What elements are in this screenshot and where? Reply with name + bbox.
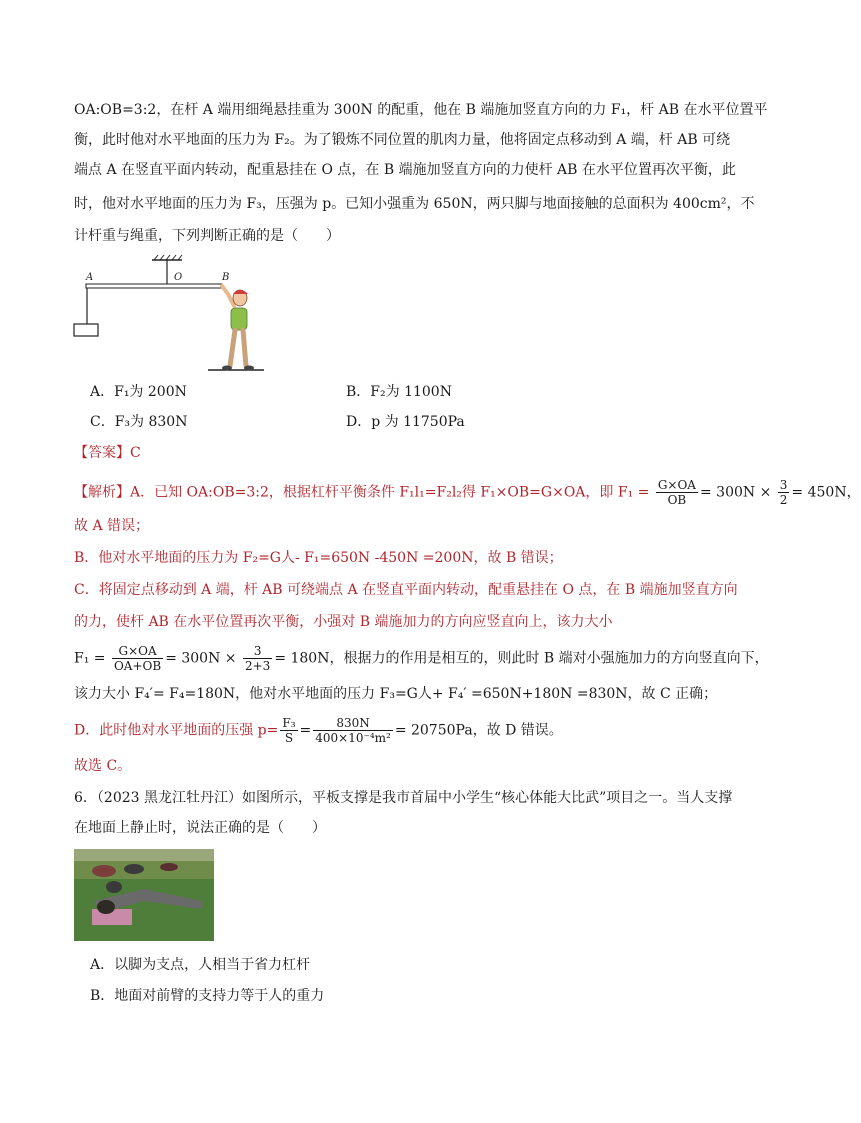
analysis-d-end: = 20750Pa，故 D 错误。 xyxy=(394,722,563,739)
fraction-pressure: $\frac{\text{F₃}}{S}$ xyxy=(282,716,296,745)
q5-stem-line-2: 衡，此时他对水平地面的压力为 F₂。为了锻炼不同位置的肌肉力量，他将固定点移动到 A 端，杆 AB 可绕 xyxy=(74,132,731,148)
q5-stem-line-1: OA:OB=3:2，在杆 A 端用细绳悬挂重为 300N 的配重，他在 B 端施加竖直方向的力 F₁，杆 AB 在水平位置平 xyxy=(74,102,768,118)
analysis-d-pre: D．此时他对水平地面的压强 p= xyxy=(74,722,279,739)
q5-option-a[interactable]: A．F₁为 200N xyxy=(90,384,187,400)
analysis-c-line-2: 的力，使杆 AB 在水平位置再次平衡，小强对 B 端施加力的方向应竖直向上，该力大小 xyxy=(74,614,613,630)
analysis-c-line-3 xyxy=(74,644,769,673)
q5-option-c[interactable]: C．F₃为 830N xyxy=(90,414,188,430)
analysis-a-end: = 450N， xyxy=(791,484,861,501)
q6-stem-line-2: 在地面上静止时，说法正确的是（ ） xyxy=(74,820,326,836)
fraction-three-fifths: $\frac{3}{2+3}$ xyxy=(244,644,271,673)
fraction-pressure-value: $\frac{830N}{\text{400×10⁻⁴m²}}$ xyxy=(315,716,391,745)
plank-photo xyxy=(74,849,214,941)
plank-photo-graphic xyxy=(74,849,214,941)
q5-stem-line-5: 计杆重与绳重，下列判断正确的是（ ） xyxy=(74,228,340,244)
fraction-f1: $\frac{G\times OA}{OB}$ xyxy=(657,478,696,507)
q5-stem-line-4: 时，他对水平地面的压力为 F₃，压强为 p。已知小强重为 650N，两只脚与地面接触的总面积为 400cm²，不 xyxy=(74,196,755,212)
analysis-a-line-2: 故 A 错误； xyxy=(74,518,150,534)
analysis-c-line-1: C．将固定点移动到 A 端，杆 AB 可绕端点 A 在竖直平面内转动，配重悬挂在 O 点，在 B 端施加竖直方向 xyxy=(74,582,738,598)
analysis-c-line-4: 该力大小 F₄′= F₄=180N，他对水平地面的压力 F₃=G人+ F₄′ =650N+180N =830N，故 C 正确； xyxy=(74,686,718,702)
analysis-a-text: A．已知 OA:OB=3:2，根据杠杆平衡条件 F₁l₁=F₂l₂得 F₁×OB=G×OA，即 F₁ = xyxy=(130,484,650,501)
lever-bar xyxy=(86,284,222,288)
analysis-c-mid: = 300N × xyxy=(165,650,237,667)
q5-option-b[interactable]: B．F₂为 1100N xyxy=(346,384,452,400)
counterweight xyxy=(74,324,98,336)
analysis-b-line: B．他对水平地面的压力为 F₂=G人- F₁=650N -450N =200N，故 B 错误； xyxy=(74,550,563,566)
analysis-tag: 【解析】 xyxy=(74,484,130,501)
analysis-a-line-1 xyxy=(74,478,861,507)
fraction-f1-new: $\frac{G\times OA}{OA+OB}$ xyxy=(113,644,162,673)
fraction-three-halves: $\frac{3}{2}$ xyxy=(779,478,788,507)
conclusion-line: 故选 C。 xyxy=(74,758,132,774)
q5-option-d[interactable]: D．p 为 11750Pa xyxy=(346,414,465,430)
answer-value: C xyxy=(130,445,141,461)
person-figure xyxy=(222,286,254,371)
q6-option-b[interactable]: B．地面对前臂的支持力等于人的重力 xyxy=(90,988,325,1004)
q5-stem-line-3: 端点 A 在竖直平面内转动，配重悬挂在 O 点，在 B 端施加竖直方向的力使杆 AB 在水平位置再次平衡，此 xyxy=(74,162,736,178)
q6-stem-line-1: 6．（2023 黑龙江牡丹江）如图所示，平板支撑是我市首届中小学生“核心体能大比武”项目之一。当人支撑 xyxy=(74,790,733,806)
analysis-d-mid: = xyxy=(299,722,312,739)
analysis-d-line xyxy=(74,716,724,745)
label-b: B xyxy=(222,272,230,283)
answer-tag: 【答案】 xyxy=(74,445,130,461)
lever-figure xyxy=(70,254,270,374)
analysis-c-end: = 180N，根据力的作用是相互的，则此时 B 端对小强施加力的方向竖直向下， xyxy=(274,650,769,667)
analysis-a-mid: = 300N × xyxy=(699,484,772,501)
label-a: A xyxy=(86,272,94,283)
answer-line xyxy=(74,443,724,463)
q6-option-a[interactable]: A．以脚为支点，人相当于省力杠杆 xyxy=(90,957,311,973)
analysis-c-pre: F₁ = xyxy=(74,650,106,667)
label-o: O xyxy=(174,272,183,283)
